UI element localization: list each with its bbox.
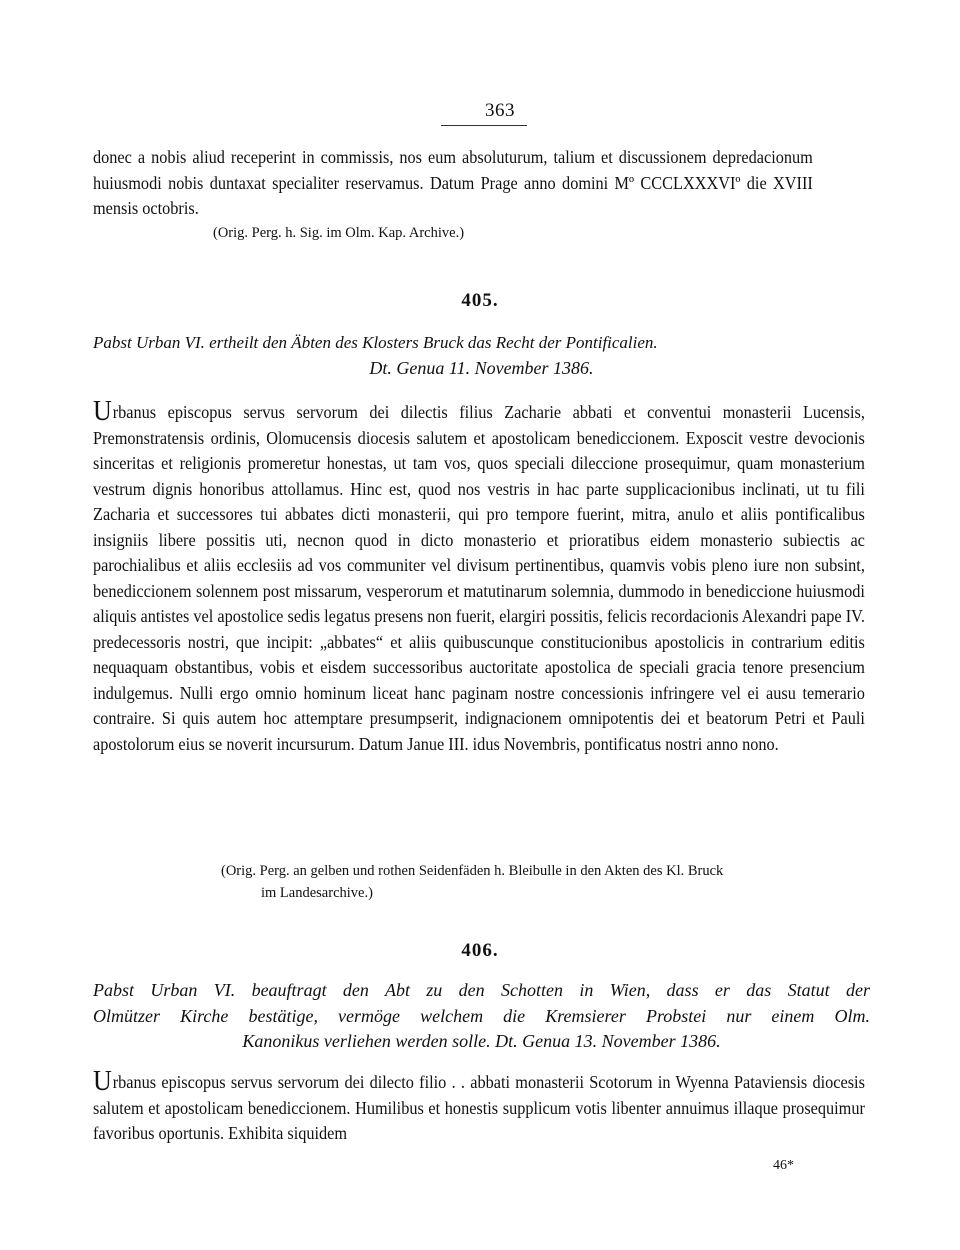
document-406-body bbox=[93, 1066, 865, 1147]
page-number: 363 bbox=[485, 100, 515, 121]
document-406-heading-line-1: Pabst Urban VI. beauftragt den Abt zu den Schotten in Wien, dass er das Statut der bbox=[93, 980, 870, 1000]
page-number-rule bbox=[441, 125, 527, 126]
document-406-initial: U bbox=[93, 1066, 112, 1097]
document-405-heading bbox=[93, 330, 870, 381]
document-405-heading-line-2: Dt. Genua 11. November 1386. bbox=[369, 357, 594, 378]
document-406-heading-line-2: Olmützer Kirche bestätige, vermöge welchem die Kremsierer Probstei nur einem Olm. bbox=[93, 1005, 870, 1026]
document-406-number: 406. bbox=[461, 940, 499, 961]
document-406-heading-line-3: Kanonikus verliehen werden solle. Dt. Genua 13. November 1386. bbox=[242, 1031, 721, 1051]
document-405-initial: U bbox=[93, 396, 112, 427]
document-405-source-line-1: (Orig. Perg. an gelben und rothen Seidenfäden h. Bleibulle in den Akten des Kl. Bruck bbox=[221, 863, 724, 879]
document-406-body-text: rbanus episcopus servus servorum dei dilecto filio . . abbati monasterii Scotorum in Wyenna Pataviensis diocesis salutem et apostolicam benediccionem. Humilibus et honestis supplicum votis libenter annuimus illaque prosequimur favoribus oportunis. Exhibita siquidem bbox=[93, 1072, 865, 1143]
document-405-body-text: rbanus episcopus servus servorum dei dilectis filius Zacharie abbati et conventui monasterii Lucensis, Premonstratensis ordinis, Olomucensis diocesis salutem et apostolicam benediccionem. Exposcit vestre devocionis sinceritas et religionis promeretur honestas, ut tam vos, quos speciali dileccione prosequimur, quam monasterium vestrum dignis honoribus attollamus. Hinc est, quod nos vestris in hac parte supplicacionibus inclinati, ut tu fili Zacharia et successores tui abbates dicti monasterii, qui pro tempore fuerint, mitra, anulo et aliis pontificalibus insigniis libere possitis uti, necnon quod in dicto monasterio et prioratibus eidem monasterio subiectis ac parochialibus et aliis ecclesiis ad vos communiter vel divisum pertinentibus, quamvis vobis pleno iure non subsint, benediccionem solennem post missarum, vesperorum et matutinarum solemnia, dummodo in benediccione huiusmodi aliquis antistes vel apostolice sedis legatus presens non fuerit, elargiri possitis, felicis recordacionis Alexandri pape IV. predecessoris nostri, que incipit: „abbates“ et aliis quibuscunque constitucionibus apostolicis in contrarium editis nequaquam obstantibus, vobis et eisdem successoribus auctoritate apostolica de speciali gracia tenore presencium indulgemus. Nulli ergo omnio hominum liceat hanc paginam nostre concessionis infringere vel ei ausu temerario contraire. Si quis autem hoc attemptare presumpserit, indignacionem omnipotentis dei et beatorum Petri et Pauli apostolorum eius se noverit incursurum. Datum Janue III. idus Novembris, pontificatus nostri anno nono. bbox=[93, 402, 865, 754]
document-405-body bbox=[93, 396, 865, 757]
document-405-number: 405. bbox=[461, 290, 499, 311]
document-405-heading-line-1: Pabst Urban VI. ertheilt den Äbten des Klosters Bruck das Recht der Pontificalien. bbox=[93, 333, 658, 352]
continuation-text: donec a nobis aliud receperint in commissis, nos eum absoluturum, talium et discussionem depredacionum huiusmodi nobis duntaxat specialiter reservamus. Datum Prage anno domini Mº CCCLXXXVIº die XVIII mensis octobris. bbox=[93, 147, 813, 218]
document-405-source-line-2: im Landesarchive.) bbox=[261, 885, 373, 901]
printer-signature-mark: 46* bbox=[773, 1158, 794, 1173]
document-406-heading bbox=[93, 978, 870, 1055]
continuation-source-note: (Orig. Perg. h. Sig. im Olm. Kap. Archive.) bbox=[213, 225, 465, 241]
document-405-source-note bbox=[221, 860, 723, 904]
